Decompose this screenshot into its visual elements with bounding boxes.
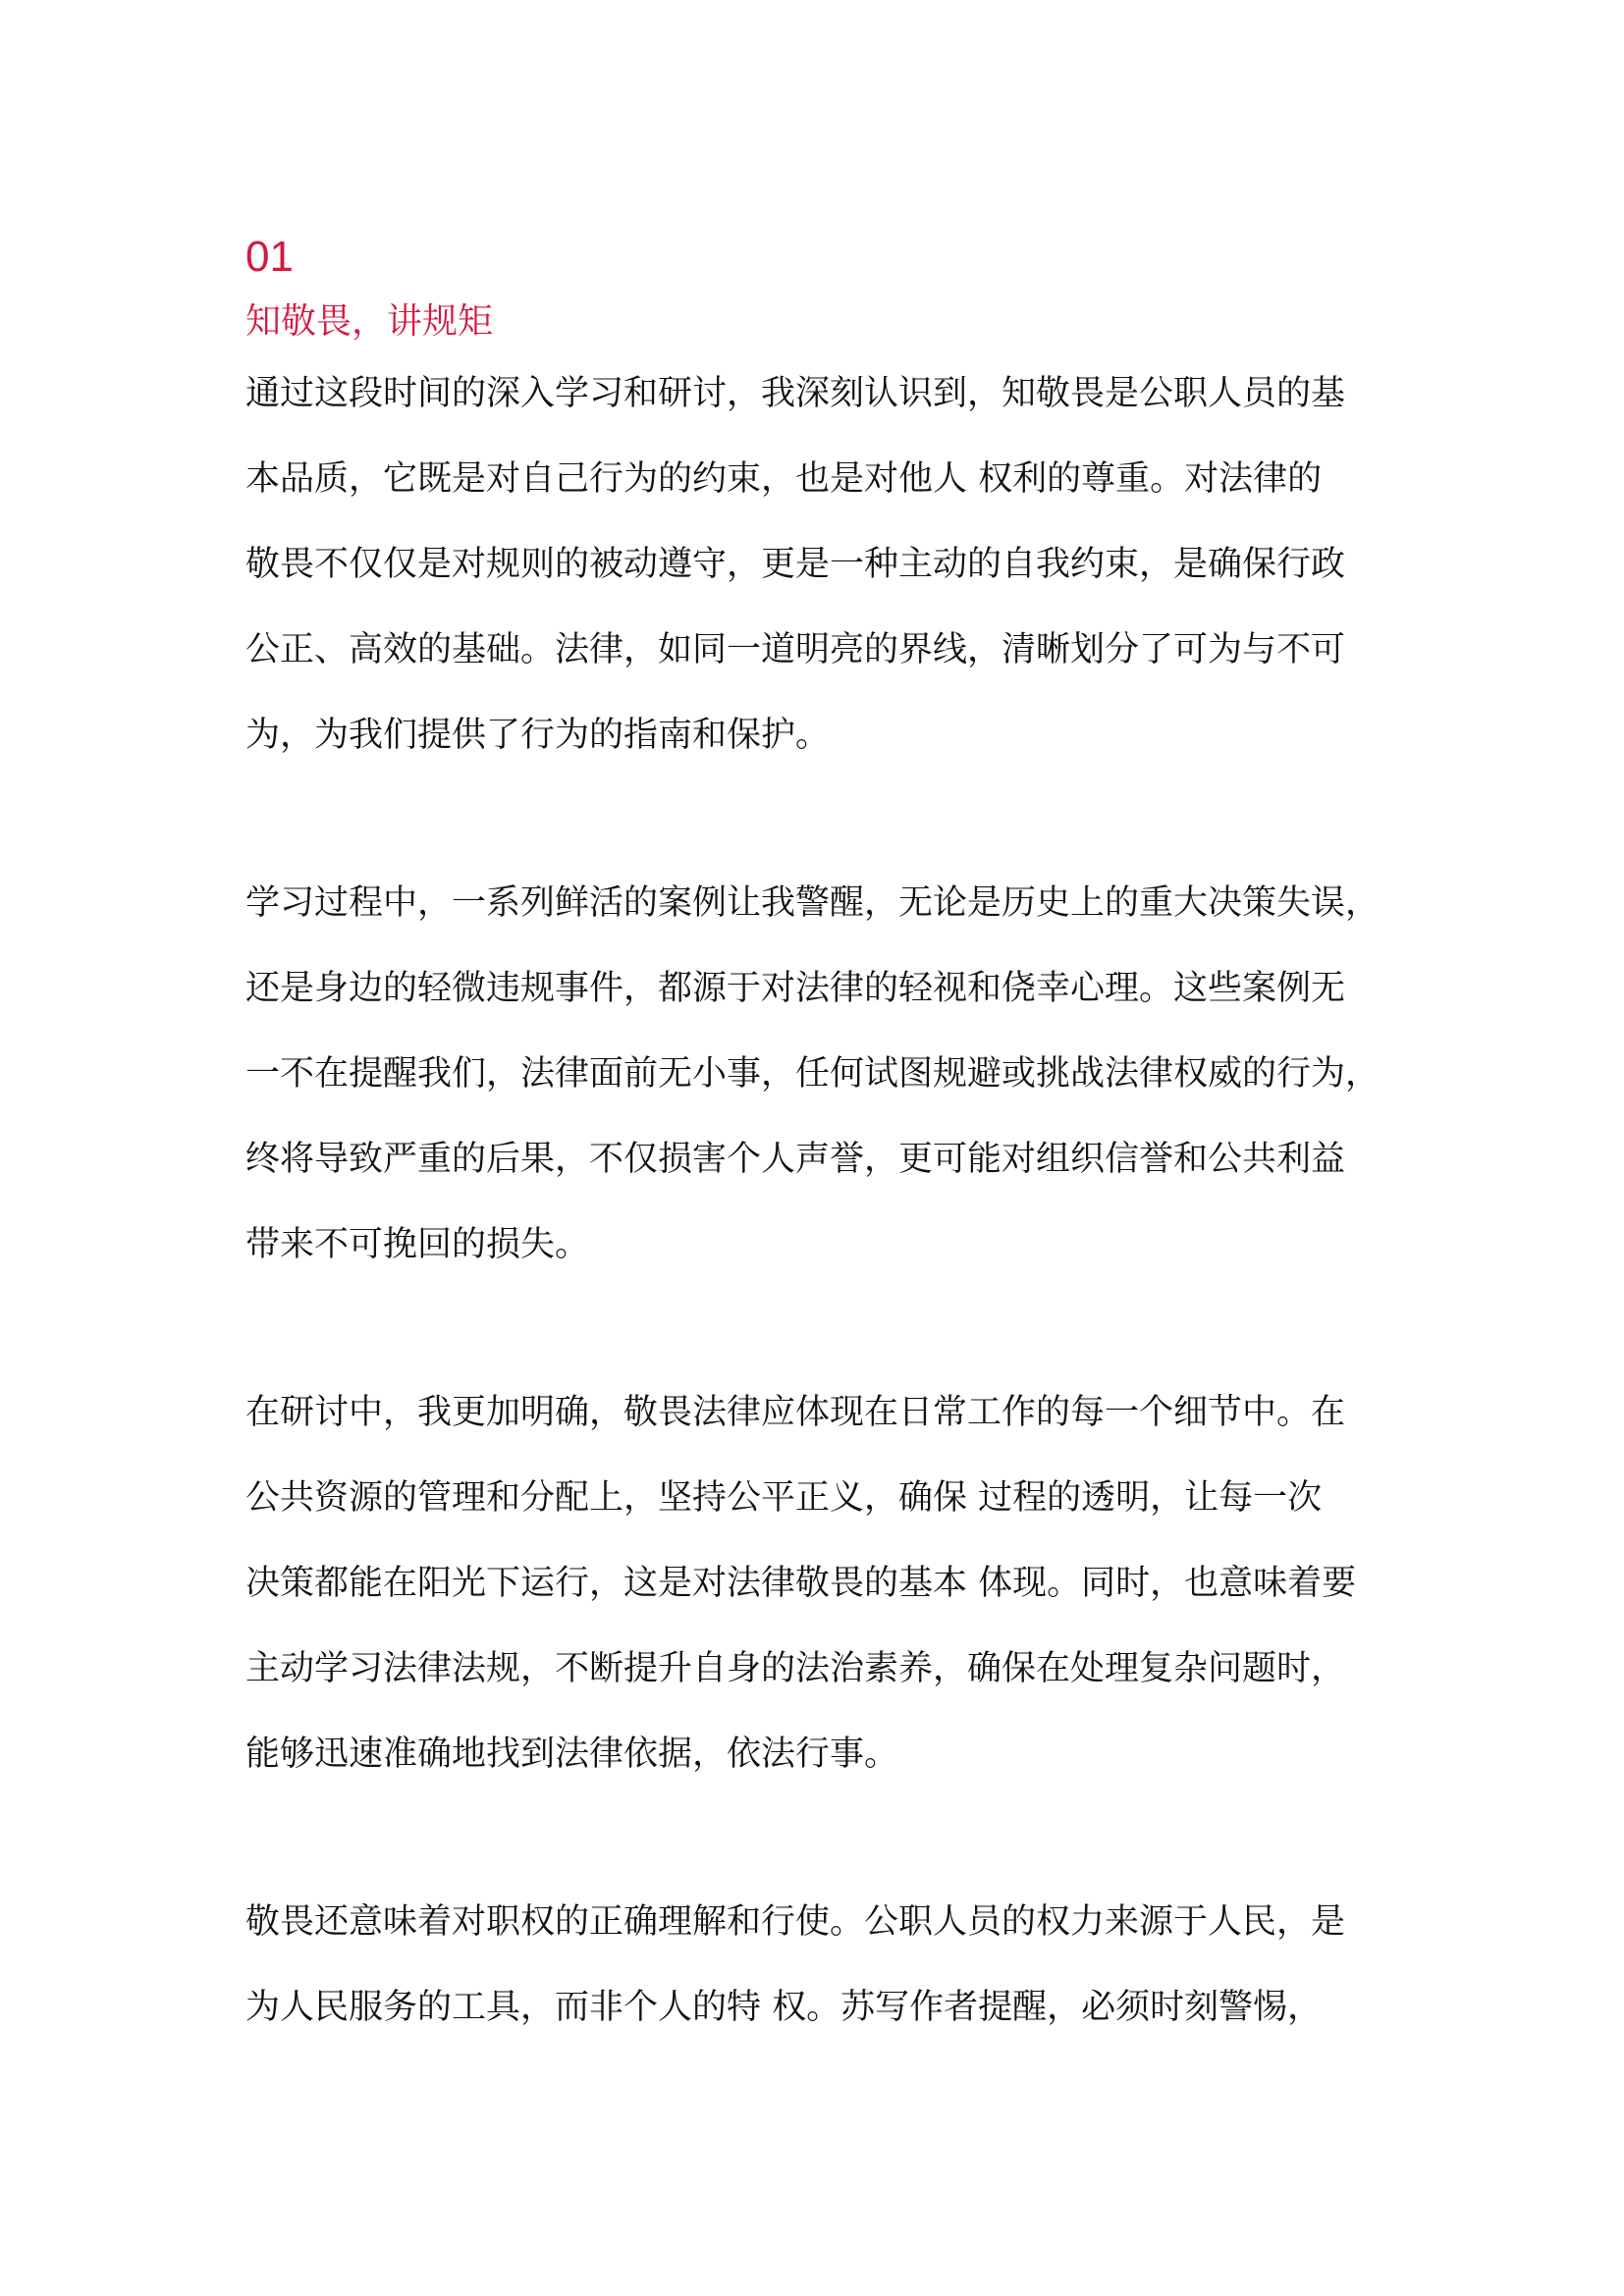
text-line: 为，为我们提供了行为的指南和保护。 [245,716,831,755]
text-line: 学习过程中，一系列鲜活的案例让我警醒，无论是历史上的重大决策失误， [245,883,1380,923]
text-line: 带来不可挽回的损失。 [245,1225,590,1264]
paragraph-2 [245,861,1394,1288]
text-line: 通过这段时间的深入学习和研讨，我深刻认识到，知敬畏是公职人员的基 [245,374,1346,413]
paragraph-1 [245,351,1394,778]
section-title: 知敬畏，讲规矩 [245,301,494,342]
text-line: 公正、高效的基础。法律，如同一道明亮的界线，清晰划分了可为与不可 [245,630,1346,669]
text-line: 一不在提醒我们，法律面前无小事，任何试图规避或挑战法律权威的行为， [245,1054,1380,1094]
text-line: 能够迅速准确地找到法律依据，依法行事。 [245,1735,899,1774]
text-line: 敬畏还意味着对职权的正确理解和行使。公职人员的权力来源于人民，是 [245,1902,1346,1942]
text-line: 主动学习法律法规，不断提升自身的法治素养，确保在处理复杂问题时， [245,1649,1346,1688]
body-text [245,351,1394,2133]
paragraph-4 [245,1880,1394,2051]
text-line: 敬畏不仅仅是对规则的被动遵守，更是一种主动的自我约束，是确保行政 [245,545,1346,584]
text-line: 本品质，它既是对自己行为的约束，也是对他人 权利的尊重。对法律的 [245,459,1323,499]
text-line: 为人民服务的工具，而非个人的特 权。苏写作者提醒，必须时刻警惕， [245,1988,1323,2027]
text-line: 在研讨中，我更加明确，敬畏法律应体现在日常工作的每一个细节中。在 [245,1393,1346,1432]
text-line: 公共资源的管理和分配上，坚持公平正义，确保 过程的透明，让每一次 [245,1478,1323,1518]
section-number: 01 [245,233,294,281]
text-line: 还是身边的轻微违规事件，都源于对法律的轻视和侥幸心理。这些案例无 [245,969,1346,1008]
paragraph-3 [245,1370,1394,1797]
text-line: 终将导致严重的后果，不仅损害个人声誉，更可能对组织信誉和公共利益 [245,1140,1346,1179]
text-line: 决策都能在阳光下运行，这是对法律敬畏的基本 体现。同时，也意味着要 [245,1564,1357,1603]
